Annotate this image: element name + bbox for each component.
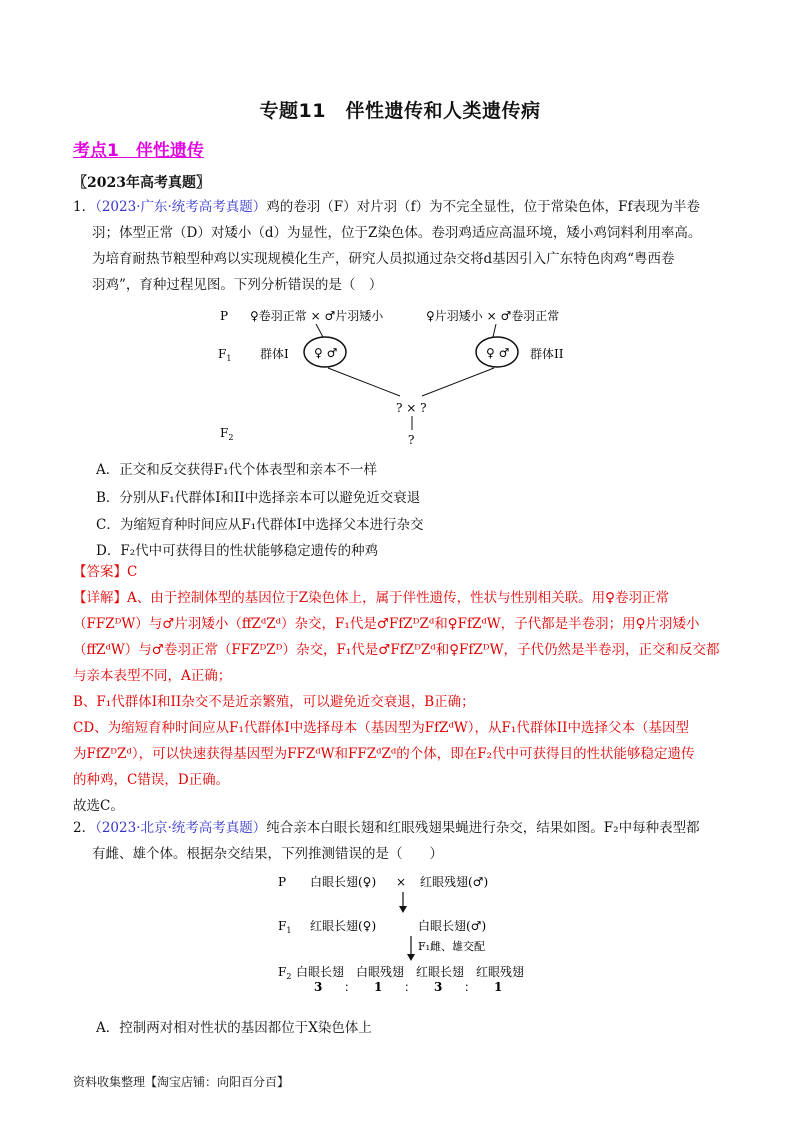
question-text: 羽；体型正常（D）对矮小（d）为显性，位于Z染色体。卷羽鸡适应高温环境，矮小鸡饲料利用率高。 xyxy=(92,225,702,241)
f1-male: 白眼长翅(♂) xyxy=(418,919,487,933)
detail-line: B、F₁代群体I和II杂交不是近亲繁殖，可以避免近交衰退，B正确； xyxy=(73,694,475,710)
arrow-head xyxy=(399,906,407,913)
f2-ratio: 3 xyxy=(434,980,443,994)
detail-line: 与亲本表型不同，A正确； xyxy=(73,668,232,684)
answer-label: 【答案】 xyxy=(73,564,127,580)
f2-result: ? xyxy=(408,433,415,447)
ratio-separator: ： xyxy=(344,980,357,994)
question-text: 为培育耐热节粮型种鸡以实现规模化生产，研究人员拟通过杂交将d基因引入广东特色肉鸡“粤西卷 xyxy=(92,251,675,267)
p-label: P xyxy=(278,875,287,889)
question-source: （2023·北京·统考高考真题） xyxy=(95,820,267,836)
ratio-separator: ： xyxy=(464,980,477,994)
option-a: A．控制两对相对性状的基因都位于X染色体上 xyxy=(96,1020,372,1036)
section-heading: 考点1 伴性遗传 xyxy=(73,141,204,161)
f2-type: 红眼长翅 xyxy=(416,965,465,979)
p-cross: × xyxy=(396,875,407,889)
question-2 xyxy=(73,815,733,867)
cross-left: ♀卷羽正常 × ♂片羽矮小 xyxy=(250,309,384,323)
detail-line: 故选C。 xyxy=(73,798,124,814)
arrow-head xyxy=(407,954,415,961)
f1-label: $F_1$ xyxy=(278,919,292,935)
f2-ratio: 1 xyxy=(494,980,503,994)
f1-mating-note: F₁雌、雄交配 xyxy=(418,940,486,953)
detail-line: 为FfZᴰZᵈ），可以快速获得基因型为FFZᵈW和FFZᵈZᵈ的个体，即在F₂代中可获得目的性状能够稳定遗传 xyxy=(73,746,695,762)
question-text: 有雌、雄个体。根据杂交结果，下列推测错误的是（ ） xyxy=(92,846,443,862)
f1-female: 红眼长翅(♀) xyxy=(310,919,377,933)
detail-label: 【详解】 xyxy=(73,590,127,606)
option-d: D．F₂代中可获得目的性状能够稳定遗传的种鸡 xyxy=(96,543,379,559)
question-1 xyxy=(73,194,733,298)
detail-block xyxy=(73,585,733,819)
p-label: P xyxy=(220,309,229,323)
group-2-pair: ♀ ♂ xyxy=(486,346,510,360)
cross-right: ♀片羽矮小 × ♂卷羽正常 xyxy=(426,309,560,323)
p-male: 红眼残翅(♂) xyxy=(420,875,489,889)
option-a: A．正交和反交获得F₁代个体表型和亲本不一样 xyxy=(96,462,378,478)
answer-line xyxy=(73,559,733,585)
f2-type: 红眼残翅 xyxy=(476,965,525,979)
f2-type: 白眼长翅 xyxy=(296,965,345,979)
subheading: 〖2023年高考真题〗 xyxy=(73,175,210,191)
option-b: B．分别从F₁代群体I和II中选择亲本可以避免近交衰退 xyxy=(96,490,421,506)
detail-line: （FFZᴰW）与♂片羽矮小（ffZᵈZᵈ）杂交，F₁代是♂FfZᴰZᵈ和♀FfZᵈW，子代都是半卷羽；用♀片羽矮小 xyxy=(73,616,700,632)
p-female: 白眼长翅(♀) xyxy=(310,875,377,889)
page-title: 专题11 伴性遗传和人类遗传病 xyxy=(259,100,541,122)
question-number: 2． xyxy=(73,820,96,836)
f2-label: $F_2$ xyxy=(220,426,234,442)
arrow-line xyxy=(493,324,496,337)
f2-label: $F_2$ xyxy=(278,965,292,981)
detail-line: CD、为缩短育种时间应从F₁代群体I中选择母本（基因型为FfZᵈW），从F₁代群体II中选择父本（基因型 xyxy=(73,720,689,736)
f2-ratio: 1 xyxy=(374,980,383,994)
f2-cross: ? × ? xyxy=(396,401,427,415)
group-1-pair: ♀ ♂ xyxy=(314,346,338,360)
arrow-line xyxy=(316,324,323,337)
question-text: 鸡的卷羽（F）对片羽（f）为不完全显性，位于常染色体，Ff表现为半卷 xyxy=(266,199,701,215)
arrow-line xyxy=(422,368,494,396)
breeding-diagram xyxy=(210,302,570,452)
ratio-separator: ： xyxy=(404,980,417,994)
arrow-line xyxy=(328,368,400,396)
question-text: 纯合亲本白眼长翅和红眼残翅果蝇进行杂交，结果如图。F₂中每种表型都 xyxy=(266,820,700,836)
question-number: 1． xyxy=(73,199,96,215)
f2-type: 白眼残翅 xyxy=(356,965,405,979)
cross-diagram xyxy=(270,870,550,995)
f2-ratio: 3 xyxy=(314,980,323,994)
answer-value: C xyxy=(127,564,138,580)
detail-line: A、由于控制体型的基因位于Z染色体上，属于伴性遗传，性状与性别相关联。用♀卷羽正常 xyxy=(127,590,669,606)
question-text: 羽鸡”，育种过程见图。下列分析错误的是（ ） xyxy=(92,277,383,293)
detail-line: （ffZᵈW）与♂卷羽正常（FFZᴰZᴰ）杂交，F₁代是♂FfZᴰZᵈ和♀FfZᴰW，子代仍然是半卷羽，正交和反交都 xyxy=(73,642,720,658)
question-source: （2023·广东·统考高考真题） xyxy=(95,199,267,215)
group-2-label: 群体II xyxy=(530,347,564,361)
f1-label: $F_1$ xyxy=(218,347,232,363)
detail-line: 的种鸡，C错误，D正确。 xyxy=(73,772,230,788)
group-1-label: 群体I xyxy=(260,347,289,361)
option-c: C．为缩短育种时间应从F₁代群体I中选择父本进行杂交 xyxy=(96,517,424,533)
page-footer: 资料收集整理【淘宝店铺：向阳百分百】 xyxy=(73,1075,290,1089)
